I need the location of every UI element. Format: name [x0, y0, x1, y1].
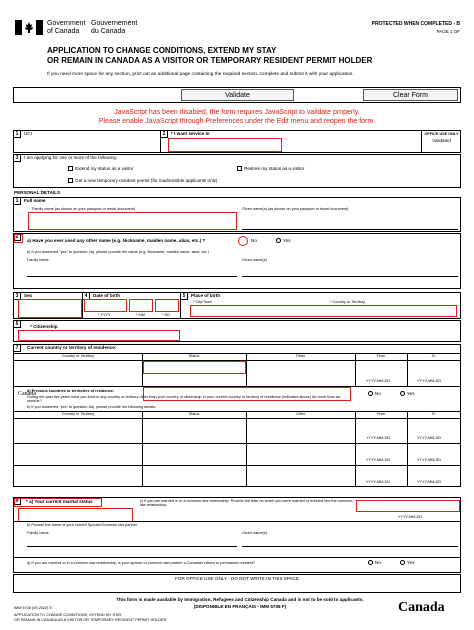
extend-status-option[interactable] [68, 166, 133, 171]
section-number: 9 [13, 497, 21, 505]
col2-country: Country or Territory [61, 412, 95, 416]
no-label: No [375, 560, 381, 565]
col2-other: Other [295, 412, 306, 416]
prev-residence-yes-radio[interactable] [400, 391, 415, 396]
section-number: 1 [13, 130, 21, 138]
office-only-label: FOR OFFICE USE ONLY - DO NOT WRITE IN THIS SPACE [175, 576, 299, 581]
checkbox-icon [68, 166, 73, 171]
radio-icon [400, 560, 405, 565]
js-warning-line2: Please enable JavaScript through Preferences under the Edit menu and reopen the form. [98, 118, 376, 125]
row2-to-format: YYYY-MM-DD [417, 458, 442, 462]
marital-date-label: c) If you are married or in a common-law relationship: Provide the date on which you were married or entered into the common-law relationship. [140, 499, 354, 508]
office-use-label: OFFICE USE ONLY [424, 132, 459, 136]
to-date-format: YYYY-MM-DD [417, 379, 442, 383]
prev-residence-label [27, 389, 147, 393]
section-number: 4 [82, 292, 90, 300]
new-trp-option[interactable] [68, 178, 217, 183]
spouse-citizen-yes-radio[interactable] [400, 560, 415, 565]
service-language-select[interactable] [168, 138, 282, 152]
radio-icon [368, 560, 373, 565]
sex-label: Sex [24, 293, 33, 298]
marital-date-input[interactable] [356, 500, 460, 512]
dob-year-input[interactable] [84, 299, 127, 312]
checkbox-icon [237, 166, 242, 171]
form-id: IMM 5708 (09-2022) E [14, 606, 52, 610]
pob-country-label: * Country or Territory [330, 300, 365, 304]
js-warning-line1: JavaScript has been disabled, the form requires JavaScript to validate properly. [114, 109, 360, 116]
instructions-note: If you need more space for any section, print out an additional page containing the required section, complete and submit it with your application. [47, 72, 354, 77]
clear-form-button[interactable]: Clear Form [363, 89, 458, 101]
col2-to: To [431, 412, 436, 416]
spouse-family-label: Family name [27, 531, 49, 535]
row2-from-format: YYYY-MM-DD [366, 458, 391, 462]
spouse-citizen-no-radio[interactable] [368, 560, 381, 565]
other-names-yes-radio[interactable] [276, 238, 291, 243]
dd-label: * DD [162, 313, 171, 317]
other-given-name-label: Given name(s) [242, 258, 267, 262]
personal-details-heading: PERSONAL DETAILS [14, 190, 61, 195]
restore-status-option[interactable] [237, 166, 304, 171]
pob-label: Place of birth [191, 293, 221, 298]
canada-wordmark: Canada [398, 600, 445, 615]
full-name-label: Full name [24, 198, 46, 203]
family-name-input[interactable] [28, 212, 237, 230]
radio-icon [276, 238, 281, 243]
no-label: No [375, 391, 381, 396]
residence-country-value[interactable]: Canada [18, 391, 36, 397]
spouse-given-label: Given name(s) [242, 531, 267, 535]
validate-button[interactable]: Validate [181, 89, 294, 101]
residence-label: Current country or territory of residence: [27, 345, 117, 350]
other-family-name-label: Family name [27, 258, 49, 262]
restore-status-label: Restore my status as a visitor [244, 166, 305, 171]
radio-icon [368, 391, 373, 396]
no-label: No [251, 238, 257, 243]
section-number: 2 [160, 130, 168, 138]
prev-residence-b-label: b) If you answered "yes" to question 8a), please provide the following details: [27, 405, 157, 409]
residence-status-select[interactable] [143, 361, 246, 374]
col-status: Status [188, 354, 200, 358]
footer-french: (DISPONIBLE EN FRANÇAIS - IMM 5708 F) [193, 604, 287, 609]
other-names-marker [14, 234, 23, 243]
section-number: 2 [13, 233, 21, 241]
dob-month-input[interactable] [129, 299, 153, 312]
section-number: 1 [13, 197, 21, 205]
section-number: 3 [13, 292, 21, 300]
spouse-name-label: b) Provide the name of your current Spouse/Common-law partner [27, 523, 138, 527]
page-title [47, 46, 372, 66]
page-of: PAGE 1 OF [436, 29, 460, 34]
gov-fr [91, 20, 137, 36]
office-use-box [421, 131, 461, 153]
marital-date-format: YYYY-MM-DD [398, 515, 423, 519]
protected-label: PROTECTED WHEN COMPLETED - B [371, 21, 460, 27]
gov-en-line2: of Canada [47, 28, 80, 35]
gov-fr-line2: du Canada [91, 28, 126, 35]
col-country: Country or Territory [61, 354, 95, 358]
marital-status-label: * a) Your current marital status [26, 499, 93, 504]
other-names-no-radio[interactable] [238, 236, 248, 246]
marital-status-select[interactable] [18, 508, 133, 522]
row1-to-format: YYYY-MM-DD [417, 436, 442, 440]
gov-en-line1: Government [47, 20, 86, 27]
footer-made-by: This form is made available by Immigration, Refugees and Citizenship Canada and is not to be sold to applicants. [116, 597, 364, 602]
checkbox-icon [68, 178, 73, 183]
col-to: To [431, 354, 436, 358]
family-name-label: Family name (as shown on your passport or travel document) [32, 207, 136, 211]
title-line1: APPLICATION TO CHANGE CONDITIONS, EXTEND MY STAY [47, 46, 277, 55]
given-name-label: Given name(s) (as shown on your passport or travel document) [242, 207, 349, 211]
other-names-b-label: b) If you answered "yes" to question 2a), please provide the name (e.g. Nickname, maiden name, alias, etc.) [27, 250, 209, 254]
row3-to-format: YYYY-MM-DD [417, 480, 442, 484]
prev-residence-text: During the past five years have you lived in any country or territory other than your country of citizenship or your current country or territory of residence (indicated above) for more than six months? [27, 395, 341, 404]
from-date-format: YYYY-MM-DD [366, 379, 391, 383]
gov-fr-line1: Gouvernement [91, 20, 138, 27]
yyyy-label: * YYYY [98, 313, 111, 317]
spouse-citizen-question: d) If you are married or in a common-law relationship, is your spouse or common-law partner a Canadian citizen or permanent resident? [27, 561, 256, 565]
citizenship-select[interactable] [18, 330, 180, 341]
dob-label: Date of birth [93, 293, 121, 298]
citizenship-label: * Citizenship [30, 324, 58, 329]
office-use-value: Validated [432, 138, 451, 144]
yes-label: Yes [407, 391, 415, 396]
section-number: 7 [13, 344, 21, 352]
col2-from: From [376, 412, 386, 416]
other-names-question: a) Have you ever used any other name (e.g. Nickname, maiden name, alias, etc.) ? [27, 238, 206, 243]
prev-residence-no-radio[interactable] [368, 391, 381, 396]
uci-label: UCI [24, 131, 32, 136]
row1-from-format: YYYY-MM-DD [366, 436, 391, 440]
col2-status: Status [188, 412, 200, 416]
new-trp-label: Get a new temporary resident permit (for inadmissible applicants only) [75, 178, 218, 183]
form-title-footer-1: APPLICATION TO CHANGE CONDITIONS, EXTEND MY STAY [14, 613, 122, 617]
section-number: 6 [13, 320, 21, 328]
extend-status-label: Extend my status as a visitor [75, 166, 134, 171]
col-other: Other [295, 354, 306, 358]
gov-en [47, 20, 86, 36]
section-number: 5 [180, 292, 188, 300]
service-label: * I want service in [171, 131, 210, 136]
yes-label: Yes [283, 238, 291, 243]
pob-city-input[interactable] [190, 305, 457, 317]
applying-for-label: I am applying for one or more of the following: [24, 155, 118, 160]
javascript-warning [13, 108, 461, 126]
prev-residence-question: d) Previous countries or territories of residence: [27, 389, 115, 393]
section-number: 3 [13, 154, 21, 162]
yes-label: Yes [407, 560, 415, 565]
dob-day-input[interactable] [155, 299, 179, 312]
sex-select[interactable] [18, 299, 82, 318]
canada-flag-icon [15, 20, 43, 35]
row3-from-format: YYYY-MM-DD [366, 480, 391, 484]
city-label: * City/Town [193, 300, 212, 304]
title-line2: OR REMAIN IN CANADA AS A VISITOR OR TEMPORARY RESIDENT PERMIT HOLDER [47, 56, 373, 65]
col-from: From [376, 354, 386, 358]
radio-icon [400, 391, 405, 396]
form-title-footer-2: OR REMAIN IN CANADA AS A VISITOR OR TEMPORARY RESIDENT PERMIT HOLDER [14, 618, 167, 622]
mm-label: * MM [136, 313, 145, 317]
